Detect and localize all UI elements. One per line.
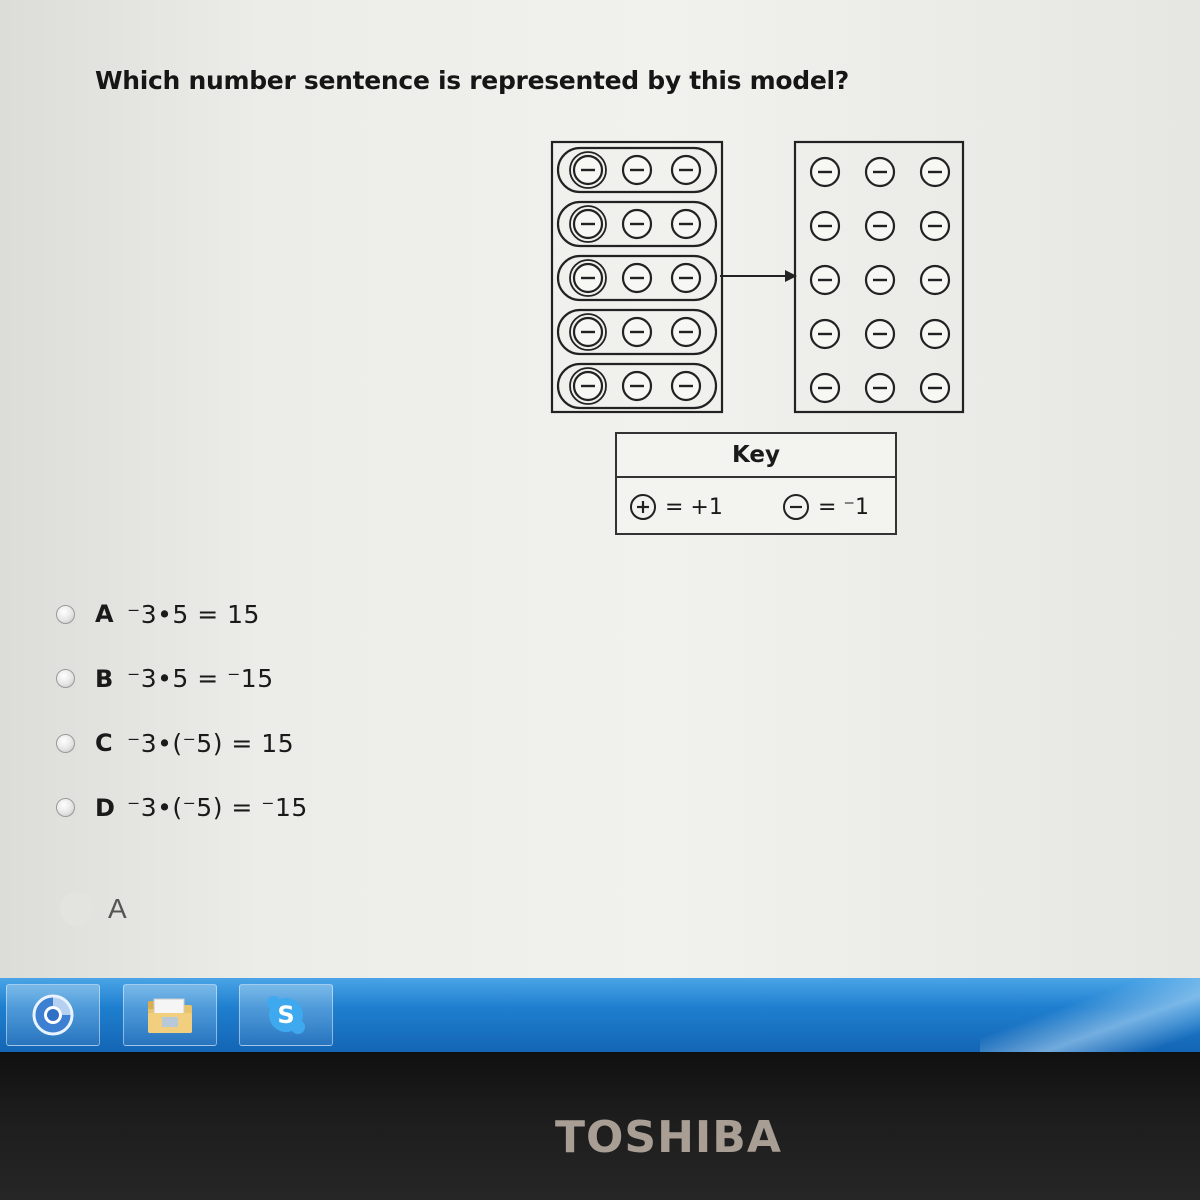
minus-counter-icon bbox=[811, 212, 839, 240]
minus-counter-icon bbox=[574, 264, 602, 292]
option-expression: ⁻3•5 = ⁻15 bbox=[127, 664, 274, 694]
taskbar-chrome-button[interactable] bbox=[6, 984, 100, 1046]
minus-counter-icon bbox=[921, 320, 949, 348]
counter-model bbox=[545, 135, 970, 420]
minus-counter-icon bbox=[921, 212, 949, 240]
taskbar-skype-button[interactable] bbox=[239, 984, 333, 1046]
answer-options bbox=[56, 582, 308, 840]
minus-counter-icon bbox=[574, 156, 602, 184]
plus-counter-icon bbox=[629, 493, 657, 521]
minus-counter-icon bbox=[672, 318, 700, 346]
counter-group bbox=[558, 202, 716, 246]
minus-counter-icon bbox=[672, 210, 700, 238]
minus-counter-icon bbox=[811, 158, 839, 186]
grouped-counters bbox=[552, 142, 722, 412]
skype-icon bbox=[264, 993, 308, 1037]
minus-counter-icon bbox=[866, 158, 894, 186]
minus-counter-icon bbox=[866, 266, 894, 294]
minus-counter-icon bbox=[672, 372, 700, 400]
minus-counter-icon bbox=[623, 210, 651, 238]
taskbar-explorer-button[interactable] bbox=[123, 984, 217, 1046]
option-a[interactable] bbox=[56, 582, 308, 647]
taskbar bbox=[0, 978, 1200, 1052]
minus-counter-icon bbox=[866, 374, 894, 402]
radio-button[interactable] bbox=[56, 734, 75, 753]
counter-group bbox=[558, 148, 716, 192]
key-title: Key bbox=[617, 434, 895, 478]
minus-counter-icon bbox=[623, 156, 651, 184]
minus-counter-icon bbox=[623, 264, 651, 292]
brand-logo: TOSHIBA bbox=[555, 1112, 782, 1163]
option-letter: A bbox=[95, 600, 114, 629]
option-expression: ⁻3•5 = 15 bbox=[127, 599, 260, 629]
radio-button[interactable] bbox=[56, 798, 75, 817]
right-arrow-icon bbox=[720, 270, 797, 282]
minus-counter-icon bbox=[866, 320, 894, 348]
option-b[interactable] bbox=[56, 647, 308, 712]
svg-text:S: S bbox=[277, 1001, 295, 1029]
minus-counter-icon bbox=[811, 266, 839, 294]
ungrouped-counters bbox=[795, 142, 963, 412]
minus-counter-icon bbox=[672, 264, 700, 292]
key-positive bbox=[629, 493, 723, 521]
option-expression: ⁻3•(⁻5) = ⁻15 bbox=[127, 793, 308, 823]
option-letter: B bbox=[95, 664, 114, 693]
minus-counter-icon bbox=[574, 318, 602, 346]
counter-group bbox=[558, 310, 716, 354]
answer-label: A bbox=[108, 893, 127, 924]
minus-counter-icon bbox=[623, 372, 651, 400]
minus-counter-icon bbox=[921, 158, 949, 186]
counter-group bbox=[558, 364, 716, 408]
answer-circle bbox=[60, 892, 94, 926]
minus-counter-icon bbox=[866, 212, 894, 240]
minus-counter-icon bbox=[672, 156, 700, 184]
minus-counter-icon bbox=[623, 318, 651, 346]
minus-counter-icon bbox=[574, 372, 602, 400]
minus-counter-icon bbox=[921, 374, 949, 402]
minus-counter-icon bbox=[921, 266, 949, 294]
key-row bbox=[617, 478, 895, 535]
option-expression: ⁻3•(⁻5) = 15 bbox=[127, 728, 295, 758]
option-d[interactable] bbox=[56, 776, 308, 841]
option-c[interactable] bbox=[56, 711, 308, 776]
minus-counter-icon bbox=[811, 320, 839, 348]
chrome-icon bbox=[31, 993, 75, 1037]
option-letter: C bbox=[95, 729, 113, 758]
key-table bbox=[615, 432, 897, 535]
counter-group bbox=[558, 256, 716, 300]
key-negative bbox=[782, 493, 869, 521]
radio-button[interactable] bbox=[56, 669, 75, 688]
file-explorer-icon bbox=[144, 995, 196, 1035]
minus-counter-icon bbox=[811, 374, 839, 402]
minus-counter-icon bbox=[782, 493, 810, 521]
question-text: Which number sentence is represented by this model? bbox=[95, 66, 850, 95]
key-positive-label: = +1 bbox=[665, 494, 723, 520]
minus-counter-icon bbox=[574, 210, 602, 238]
key-negative-label: = ⁻1 bbox=[818, 494, 870, 520]
radio-button[interactable] bbox=[56, 605, 75, 624]
answer-indicator bbox=[60, 892, 127, 926]
option-letter: D bbox=[95, 793, 115, 822]
